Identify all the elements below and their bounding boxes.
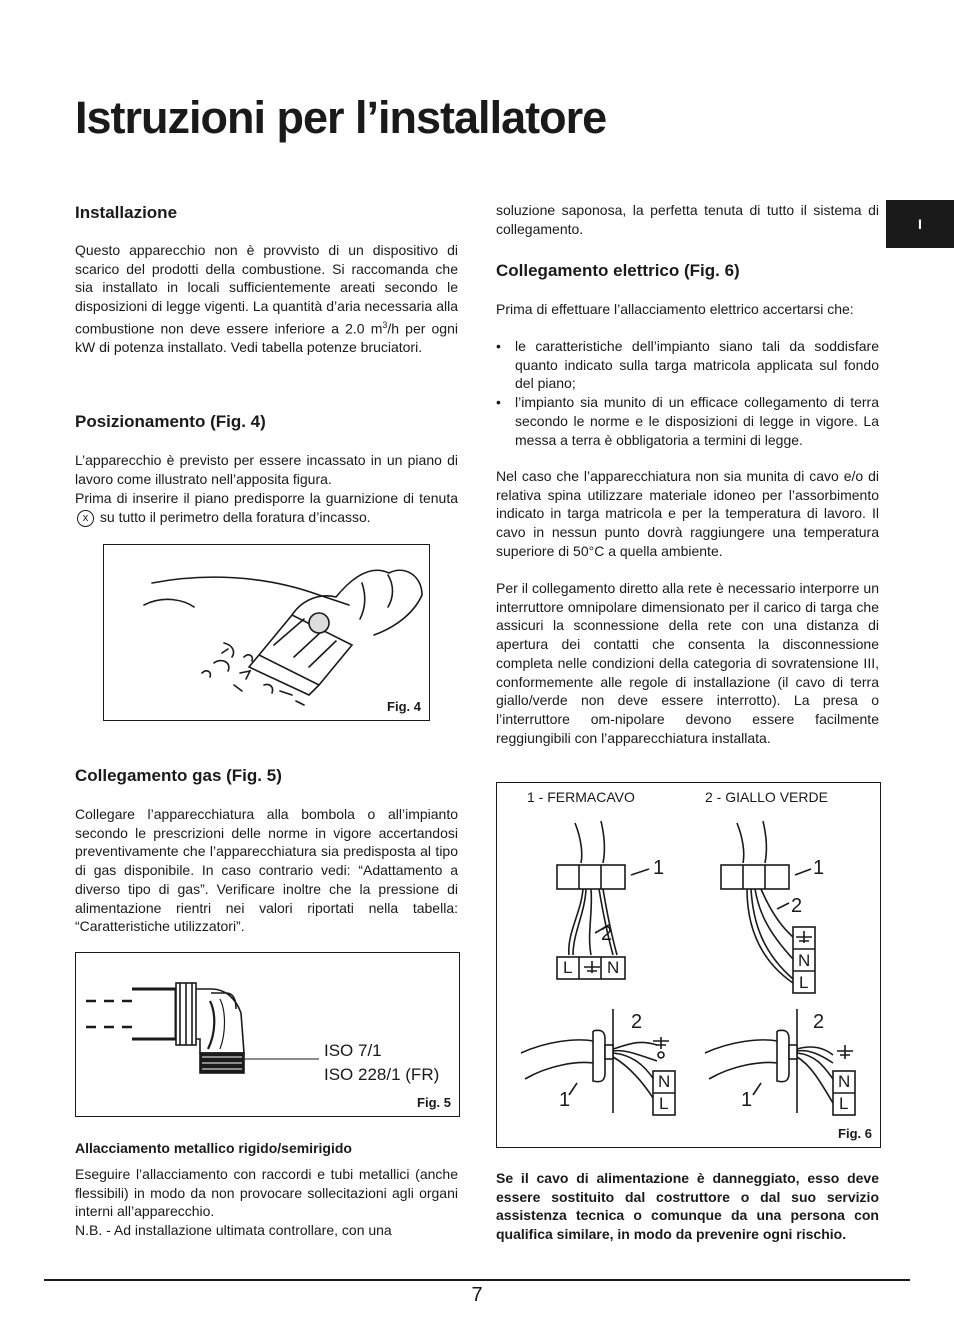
paragraph-metallico-1: Eseguire l’allacciamento con raccordi e tubi metallici (anche flessibili) in modo da non provocare sollecitazioni agli organi interni all’apparecchio.: [75, 1166, 458, 1220]
label-giallo-verde-2: 2: [601, 923, 613, 945]
terminal-N: N: [658, 1072, 671, 1091]
legend-giallo-verde: 2 - GIALLO VERDE: [705, 789, 828, 805]
requirements-list: [496, 337, 879, 449]
heading-gas: Collegamento gas (Fig. 5): [75, 766, 282, 785]
terminal-L: L: [839, 1094, 849, 1113]
page-number: 7: [471, 1284, 483, 1306]
paragraph-metallico-2: N.B. - Ad installazione ultimata controllare, con una: [75, 1222, 392, 1238]
heading-elettrico: Collegamento elettrico (Fig. 6): [496, 261, 740, 280]
iso-label-2: ISO 228/1 (FR): [324, 1065, 440, 1084]
label-fermacavo-1: 1: [653, 857, 665, 879]
heading-metallico: Allacciamento metallico rigido/semirigido: [75, 1140, 352, 1156]
figure-5-label: Fig. 5: [417, 1095, 451, 1110]
figure-6-label: Fig. 6: [838, 1126, 872, 1141]
paragraph-continuation: soluzione saponosa, la perfetta tenuta di tutto il sistema di collegamento.: [496, 202, 879, 237]
figure-4-label: Fig. 4: [387, 699, 421, 714]
paragraph-installazione: Questo apparecchio non è provvisto di un dispositivo di scarico del prodotti della combustione. Si raccomanda che sia installato in locali sufficientemente areati secondo le disposizioni di legge vigenti. La quantità d’aria necessaria alla combustione non deve essere inferiore a 2.0 $m^3/h$ per ogni kW di potenza installato. Vedi tabella potenze bruciatori.: [75, 242, 458, 356]
warning-paragraph: Se il cavo di alimentazione è danneggiato, esso deve essere sostituito dal costruttore o dal suo servizio assistenza tecnica o comunque da una persona con qualifica similare, in modo da prevenire ogni rischio.: [496, 1170, 879, 1243]
paragraph-posizionamento-2: Prima di inserire il piano predisporre la guarnizione di tenuta x su tutto il perimetro della foratura d’incasso.: [75, 490, 458, 525]
paragraph-elettrico-1: Nel caso che l’apparecchiatura non sia munita di cavo e/o di relativa spina utilizzare materiale idoneo per l’assorbimento indicato in targa matricola e per la temperatura di lavoro. Il cavo in nessun punto dovrà raggiungere una temperatura superiore di 50°C a quella ambiente.: [496, 468, 879, 559]
footer-rule: [44, 1279, 910, 1281]
gasket-application-illustration: [104, 545, 429, 720]
paragraph-posizionamento-1: L’apparecchio è previsto per essere incassato in un piano di lavoro come illustrato nell’apposita figura.: [75, 452, 458, 487]
terminal-L: L: [659, 1094, 669, 1113]
label-fermacavo-1: 1: [559, 1089, 571, 1111]
label-fermacavo-1: 1: [813, 857, 825, 879]
list-item: • l’impianto sia munito di un efficace collegamento di terra secondo le norme e le disposizioni di legge in vigore. La messa a terra è obbligatoria a termini di legge.: [496, 393, 879, 449]
superscript-3: 3: [382, 319, 388, 330]
heading-installazione: Installazione: [75, 203, 178, 222]
label-fermacavo-1: 1: [741, 1089, 753, 1111]
paragraph-elettrico-intro: Prima di effettuare l’allacciamento elettrico accertarsi che:: [496, 301, 854, 317]
language-tab: I: [886, 200, 954, 248]
terminal-L: L: [799, 973, 809, 992]
figure-4: [103, 544, 430, 721]
terminal-N: N: [607, 958, 620, 977]
legend-fermacavo: 1 - FERMACAVO: [527, 789, 635, 805]
list-item: • le caratteristiche dell’impianto siano tali da soddisfare quanto indicato sulla targa matricola applicata sul fondo del piano;: [496, 337, 879, 393]
terminal-N: N: [798, 951, 811, 970]
label-giallo-verde-2: 2: [631, 1011, 643, 1033]
terminal-L: L: [563, 958, 573, 977]
wiring-diagram: [497, 783, 880, 1147]
page-title: Istruzioni per l’installatore: [75, 92, 607, 143]
heading-posizionamento: Posizionamento (Fig. 4): [75, 412, 266, 431]
paragraph-gas: Collegare l’apparecchiatura alla bombola o all’impianto secondo le prescrizioni delle norme in vigore accertandosi preventivamente che l’apparecchiatura sia predisposta al tipo di gas disponibile. In caso contrario vedi: “Adattamento a diverso tipo di gas”. Verificare inoltre che la pressione di alimentazione rientri nei valori riportati nella tabella: “Caratteristiche utilizzatori”.: [75, 806, 458, 935]
figure-6: [496, 782, 881, 1148]
label-giallo-verde-2: 2: [813, 1011, 825, 1033]
figure-5: [75, 952, 460, 1117]
gasket-symbol: x: [77, 510, 94, 527]
iso-label-1: ISO 7/1: [324, 1041, 382, 1060]
label-giallo-verde-2: 2: [791, 895, 803, 917]
terminal-N: N: [838, 1072, 851, 1091]
gas-fitting-illustration: [76, 953, 459, 1116]
paragraph-elettrico-2: Per il collegamento diretto alla rete è necessario interporre un interruttore omnipolare dimensionato per il carico di targa che assicuri la sconnessione della rete con una distanza di apertura dei contatti che consenta la disconnessione completa nelle condizioni della categoria di sovratensione III, conformemente alle regole di installazione (il cavo di terra giallo/verde non deve essere interrotto). La presa o l’interruttore om-nipolare devono essere facilmente reggiungibili con l’apparecchiatura installata.: [496, 580, 879, 746]
